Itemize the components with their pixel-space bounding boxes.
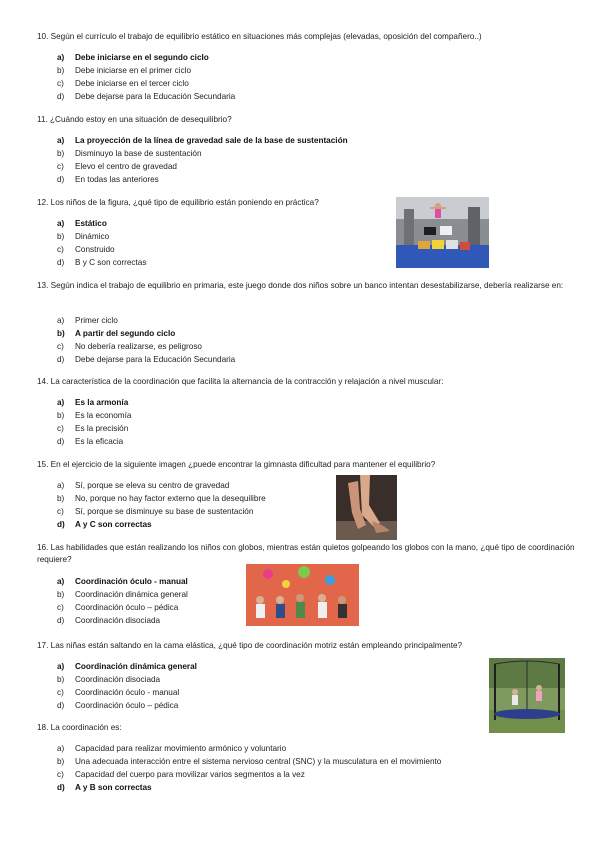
option-text: Construido [75,245,115,255]
option-letter: a) [57,398,65,407]
option-text: A partir del segundo ciclo [75,329,176,339]
option[interactable] [57,742,537,755]
option-letter: b) [57,590,65,600]
option[interactable] [57,660,257,673]
option[interactable] [57,314,357,327]
option-text: Coordinación óculo – pédica [75,603,179,613]
option-text: Sí, porque se eleva su centro de gravedad [75,481,230,490]
option-letter: a) [57,53,65,62]
option[interactable] [57,243,357,256]
question-15: 15. En el ejercicio de la siguiente imagen ¿puede encontrar la gimnasta dificultad para mantener el equilibrio? [37,460,436,469]
option-text: Es la economía [75,411,132,421]
option-text: No debería realizarse, es peligroso [75,342,202,352]
option-letter: c) [57,162,64,172]
option[interactable] [57,601,247,614]
option[interactable] [57,327,357,340]
option-letter: a) [57,219,65,228]
option[interactable] [57,160,417,173]
option-letter: a) [57,744,65,753]
option-text: Debe iniciarse en el tercer ciclo [75,79,189,89]
options-13 [57,314,357,366]
option[interactable] [57,422,357,435]
option-text: Debe iniciarse en el primer ciclo [75,66,192,76]
option-text: Coordinación dinámica general [75,662,197,671]
options-16 [57,575,247,627]
option[interactable] [57,340,357,353]
option-text: Es la precisión [75,424,129,434]
option-text: Estático [75,219,107,228]
question-17: 17. Las niñas están saltando en la cama elástica, ¿qué tipo de coordinación motriz están empleando principalmente? [37,641,463,650]
option-letter: c) [57,79,64,89]
option-text: Coordinación disociada [75,675,161,685]
option[interactable] [57,353,357,366]
options-10 [57,51,357,103]
option-text: Es la eficacia [75,437,124,447]
option-letter: a) [57,316,65,325]
option-letter: d) [57,783,65,793]
options-15 [57,479,327,531]
option-text: Sí, porque se disminuye su base de sustentación [75,507,254,517]
question-12: 12. Los niños de la figura, ¿qué tipo de equilibrio están poniendo en práctica? [37,198,319,207]
question-16: 16. Las habilidades que están realizando los niños con globos, mientras están quietos golpeando los globos con la mano, ¿qué tipo de coordinación requiere? [37,543,575,564]
option-text: Coordinación óculo - manual [75,688,180,698]
option-letter: c) [57,342,64,352]
option-letter: d) [57,616,65,626]
option-text: Una adecuada interacción entre el sistema nervioso central (SNC) y la musculatura en el movimiento [75,757,442,767]
option-letter: d) [57,520,65,530]
option-text: Coordinación dinámica general [75,590,188,600]
option-letter: d) [57,437,65,447]
option[interactable] [57,755,537,768]
option-text: A y B son correctas [75,783,152,793]
option-letter: c) [57,688,64,698]
question-13: 13. Según indica el trabajo de equilibrio en primaria, este juego donde dos niños sobre un banco intentan desestabilizarse, debería realizarse en: [37,281,564,290]
option-text: Dinámico [75,232,110,242]
option-letter: b) [57,675,65,685]
option[interactable] [57,409,357,422]
option-text: Capacidad para realizar movimiento armónico y voluntario [75,744,287,753]
option[interactable] [57,699,257,712]
option-letter: c) [57,603,64,613]
options-17 [57,660,257,712]
option-text: Es la armonía [75,398,129,407]
option-text: Coordinación óculo - manual [75,577,188,586]
option[interactable] [57,575,247,588]
option[interactable] [57,673,257,686]
option[interactable] [57,217,357,230]
option[interactable] [57,768,537,781]
options-14 [57,396,357,448]
option-letter: a) [57,577,65,586]
option[interactable] [57,505,327,518]
option-letter: c) [57,507,64,517]
option[interactable] [57,435,357,448]
options-12 [57,217,357,269]
option-text: Elevo el centro de gravedad [75,162,177,172]
question-18: 18. La coordinación es: [37,723,122,732]
option[interactable] [57,492,327,505]
option-letter: b) [57,494,65,504]
option-letter: d) [57,175,65,185]
option[interactable] [57,51,357,64]
option-text: Debe dejarse para la Educación Secundaria [75,355,236,365]
option-letter: b) [57,411,65,421]
option[interactable] [57,90,357,103]
option-text: En todas las anteriores [75,175,159,185]
option-text: Coordinación óculo – pédica [75,701,179,711]
option[interactable] [57,134,417,147]
option-letter: d) [57,355,65,365]
option-text: Disminuyo la base de sustentación [75,149,202,159]
option[interactable] [57,173,417,186]
option-letter: b) [57,329,65,339]
option-letter: c) [57,424,64,434]
option-text: A y C son correctas [75,520,152,530]
option-letter: b) [57,149,65,159]
option-letter: b) [57,757,65,767]
option[interactable] [57,77,357,90]
option-text: Primer ciclo [75,316,118,325]
option-text: Debe iniciarse en el segundo ciclo [75,53,209,62]
option-letter: a) [57,662,65,671]
option[interactable] [57,518,327,531]
option[interactable] [57,781,537,794]
options-11 [57,134,417,186]
option[interactable] [57,64,357,77]
option[interactable] [57,588,247,601]
option[interactable] [57,230,357,243]
option-letter: b) [57,66,65,76]
option[interactable] [57,686,257,699]
option[interactable] [57,256,357,269]
option-text: Coordinación disociada [75,616,161,626]
option-text: Capacidad del cuerpo para movilizar varios segmentos a la vez [75,770,305,780]
option-text: No, porque no hay factor externo que la desequilibre [75,494,266,504]
question-10: 10. Según el currículo el trabajo de equilibrio estático en situaciones más complejas (elevadas, oposición del compañero..) [37,32,482,41]
option[interactable] [57,396,357,409]
photo-gymnast-feet [336,475,397,540]
option[interactable] [57,479,327,492]
option-letter: d) [57,701,65,711]
option-text: Debe dejarse para la Educación Secundaria [75,92,236,102]
options-18 [57,742,537,794]
question-11: 11. ¿Cuándo estoy en una situación de desequilibrio? [37,115,232,124]
photo-human-pyramid [396,197,489,268]
option-letter: d) [57,258,65,268]
option-letter: c) [57,245,64,255]
option[interactable] [57,147,417,160]
question-14: 14. La característica de la coordinación que facilita la alternancia de la contracción y relajación a nivel muscular: [37,377,444,386]
option-letter: a) [57,136,65,145]
option-letter: b) [57,232,65,242]
photo-children-balloons [246,564,359,626]
option-letter: a) [57,481,65,490]
option-letter: d) [57,92,65,102]
option-text: La proyección de la línea de gravedad sale de la base de sustentación [75,136,348,145]
option-text: B y C son correctas [75,258,147,268]
option-letter: c) [57,770,64,780]
option[interactable] [57,614,247,627]
